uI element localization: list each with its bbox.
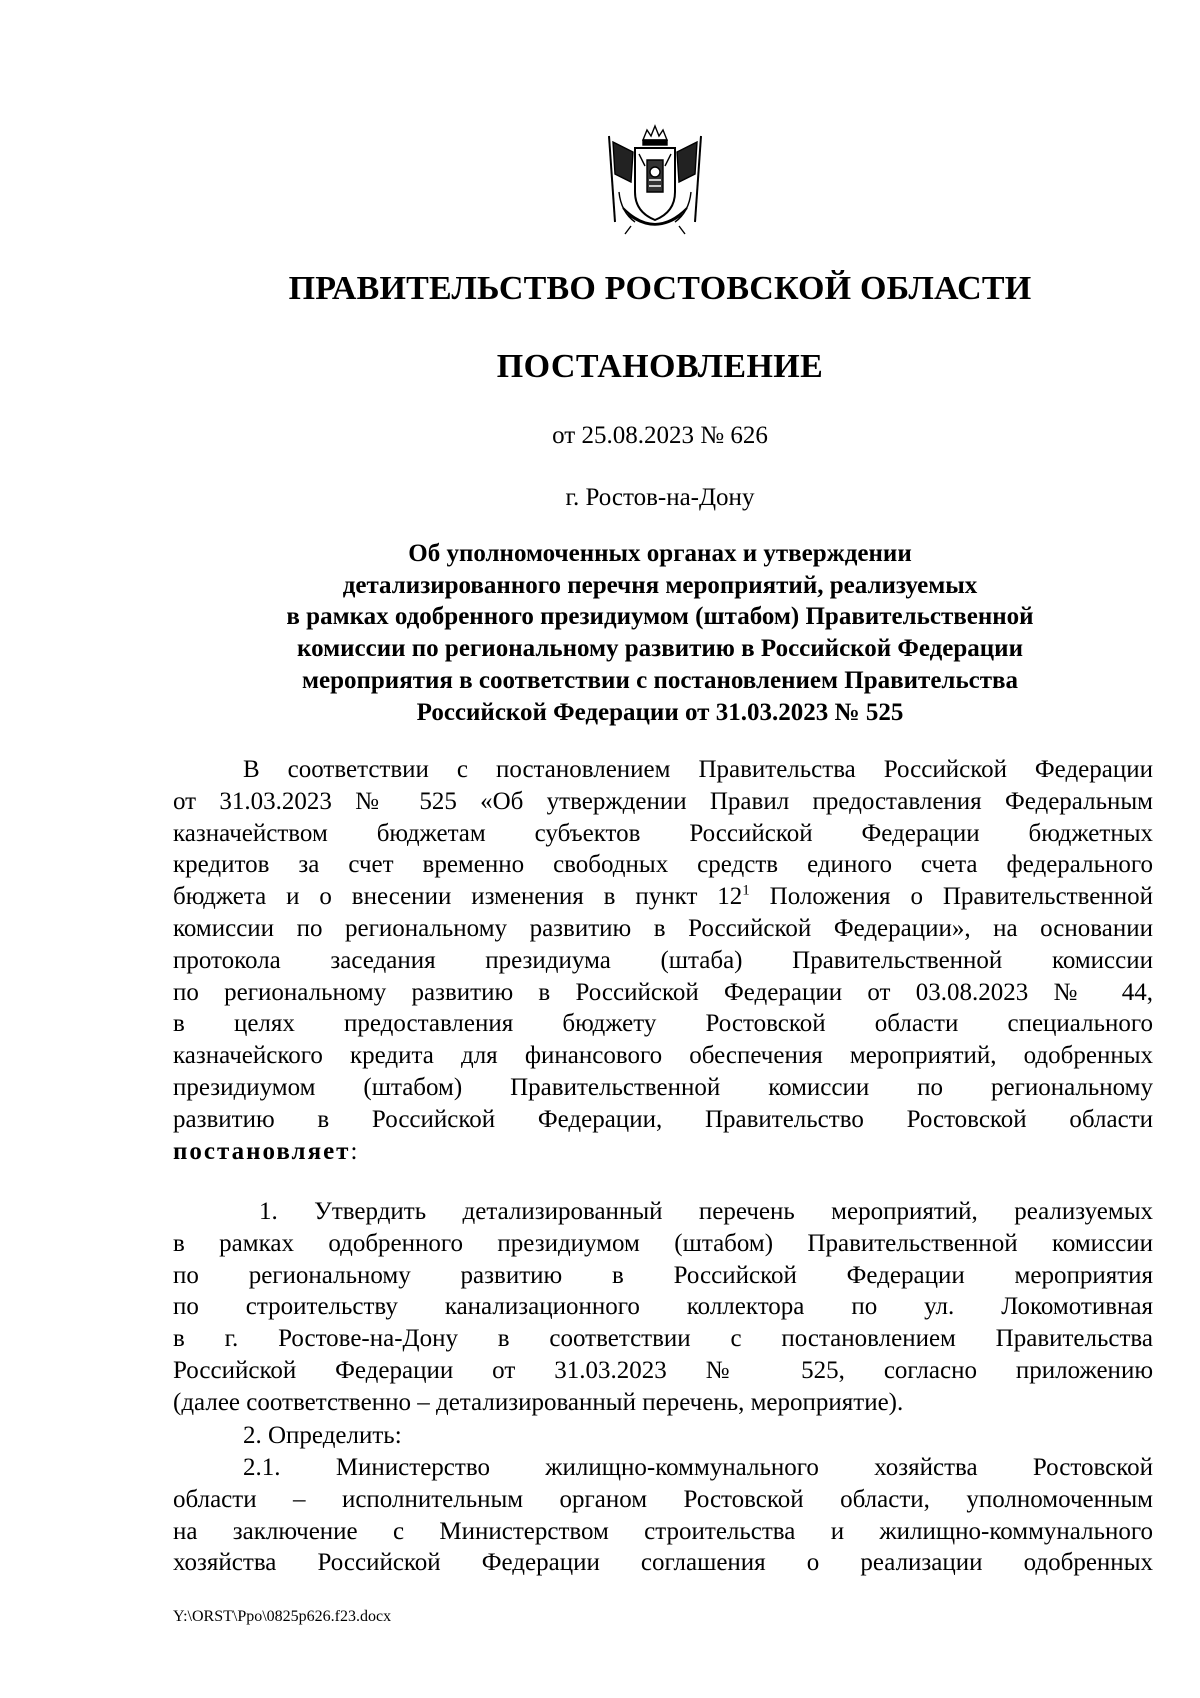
- item-line: 1. Утвердить детализированный перечень мероприятий, реализуемых: [259, 1198, 1153, 1225]
- organization-title: ПРАВИТЕЛЬСТВО РОСТОВСКОЙ ОБЛАСТИ: [288, 270, 1032, 307]
- preamble-line: в целях предоставления бюджету Ростовской области специального: [173, 1010, 1153, 1038]
- subject-line: мероприятия в соответствии с постановлением Правительства: [301, 666, 1019, 694]
- item-line: по региональному развитию в Российской Федерации мероприятия: [173, 1261, 1153, 1289]
- item-line: Российской Федерации от 31.03.2023 № 525, согласно приложению: [173, 1356, 1153, 1384]
- document-date-number: от 25.08.2023 № 626: [552, 422, 768, 449]
- preamble-line-with-superscript: [173, 881, 1153, 913]
- footer-file-path: Y:\ORST\Ppo\0825p626.f23.docx: [173, 1608, 392, 1625]
- subject-line: комиссии по региональному развитию в Российской Федерации: [297, 635, 1023, 663]
- resolves-colon: :: [350, 1137, 358, 1165]
- preamble-line: по региональному развитию в Российской Федерации от 03.08.2023 № 44,: [173, 978, 1153, 1006]
- subject-line: Об уполномоченных органах и утверждении: [408, 540, 912, 567]
- subject-line: Российской Федерации от 31.03.2023 № 525: [416, 698, 904, 726]
- resolves-line: [173, 1136, 1153, 1168]
- superscript: 1: [742, 882, 750, 899]
- item-1-paragraph: [173, 1196, 1153, 1419]
- subject-line: детализированного перечня мероприятий, реализуемых: [342, 571, 978, 599]
- document-type: ПОСТАНОВЛЕНИЕ: [496, 348, 824, 385]
- preamble-line: В соответствии с постановлением Правительства Российской Федерации: [243, 756, 1153, 783]
- item-2-paragraph: [173, 1420, 1153, 1452]
- item-line: в рамках одобренного президиумом (штабом) Правительственной комиссии: [173, 1229, 1153, 1257]
- preamble-text: бюджета и о внесении изменения в пункт 12: [173, 883, 743, 911]
- document-subject: [170, 538, 1150, 728]
- item-2-1-paragraph: [173, 1452, 1153, 1579]
- preamble-line: от 31.03.2023 № 525 «Об утверждении Правил предоставления Федеральным: [173, 787, 1153, 815]
- item-line: хозяйства Российской Федерации соглашения о реализации одобренных: [173, 1549, 1153, 1577]
- preamble-line: комиссии по региональному развитию в Российской Федерации», на основании: [173, 914, 1153, 942]
- item-line: 2. Определить:: [243, 1422, 402, 1449]
- item-line: 2.1. Министерство жилищно-коммунального хозяйства Ростовской: [243, 1454, 1153, 1481]
- preamble-paragraph: [173, 754, 1153, 1167]
- item-line: в г. Ростове-на-Дону в соответствии с постановлением Правительства: [173, 1325, 1153, 1353]
- preamble-line: казначейством бюджетам субъектов Российской Федерации бюджетных: [173, 819, 1153, 847]
- item-line: области – исполнительным органом Ростовской области, уполномоченным: [173, 1485, 1153, 1513]
- preamble-line: развитию в Российской Федерации, Правительство Ростовской области: [173, 1105, 1153, 1133]
- item-line: на заключение с Министерством строительства и жилищно-коммунального: [173, 1517, 1153, 1545]
- resolves-word: постановляет: [173, 1137, 351, 1165]
- preamble-line: казначейского кредита для финансового обеспечения мероприятий, одобренных: [173, 1042, 1153, 1070]
- preamble-line: президиумом (штабом) Правительственной комиссии по региональному: [173, 1073, 1153, 1101]
- preamble-text: Положения о Правительственной: [749, 883, 1153, 911]
- item-line: по строительству канализационного коллектора по ул. Локомотивная: [173, 1293, 1153, 1321]
- item-line: (далее соответственно – детализированный перечень, мероприятие).: [173, 1388, 904, 1416]
- coat-of-arms-icon: [605, 122, 705, 240]
- subject-line: в рамках одобренного президиумом (штабом) Правительственной: [286, 603, 1034, 631]
- preamble-line: протокола заседания президиума (штаба) Правительственной комиссии: [173, 946, 1153, 974]
- preamble-line: кредитов за счет временно свободных средств единого счета федерального: [173, 851, 1153, 879]
- document-place: г. Ростов-на-Дону: [565, 484, 755, 511]
